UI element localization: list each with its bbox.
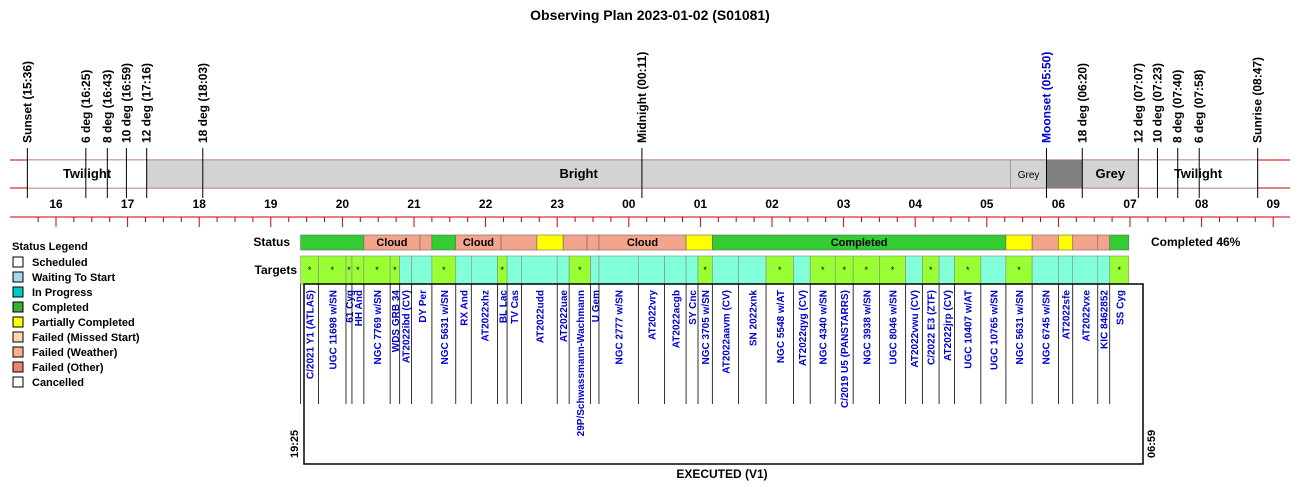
sky-band-label: Twilight xyxy=(1173,166,1223,181)
target-name: UGC 10765 w/SN xyxy=(989,290,1001,371)
event-label: 10 deg (16:59) xyxy=(119,62,134,143)
target-name: AT2022ibd (CV) xyxy=(401,290,413,364)
target-block xyxy=(591,256,599,284)
legend-swatch xyxy=(13,272,23,282)
status-block xyxy=(1098,235,1110,250)
target-name: NGC 7769 w/SN xyxy=(373,290,385,365)
event-label: 12 deg (17:16) xyxy=(139,62,154,143)
status-block-label: Cloud xyxy=(376,237,408,249)
target-name: U Gem xyxy=(590,290,602,323)
target-complete-marker: * xyxy=(703,265,707,275)
target-block xyxy=(1073,256,1098,284)
legend-label: In Progress xyxy=(32,287,93,299)
target-name: 61 Cyg xyxy=(344,290,356,323)
target-complete-marker: * xyxy=(890,265,895,275)
legend-label: Scheduled xyxy=(32,257,88,269)
target-name: UGC 8046 w/SN xyxy=(888,290,900,365)
target-block xyxy=(412,256,432,284)
target-name: AT2022vwu (CV) xyxy=(910,290,922,368)
event-label: 18 deg (06:20) xyxy=(1075,62,1090,143)
target-name: NGC 3938 w/SN xyxy=(862,290,874,365)
legend-title: Status Legend xyxy=(12,241,88,253)
event-label: Midnight (00:11) xyxy=(634,51,649,143)
target-name: AT2022jrp (CV) xyxy=(942,290,954,361)
target-name: NGC 5548 w/AT xyxy=(775,290,787,364)
end-time-label: 06:59 xyxy=(1146,429,1158,458)
target-block xyxy=(906,256,923,284)
legend-label: Waiting To Start xyxy=(32,272,116,284)
hour-tick-label: 07 xyxy=(1123,197,1137,211)
target-block xyxy=(456,256,472,284)
target-name: 29P/Schwassmann-Wachmann xyxy=(575,290,587,437)
event-label: Moonset (05:50) xyxy=(1039,51,1054,143)
event-label: 8 deg (16:43) xyxy=(100,69,115,143)
sky-band-label: Twilight xyxy=(62,166,112,181)
hour-tick-label: 02 xyxy=(765,197,779,211)
target-name: NGC 5631 w/SN xyxy=(439,290,451,365)
sky-band-label: Grey xyxy=(1095,166,1126,181)
legend-label: Failed (Other) xyxy=(32,362,104,374)
target-name: SN 2022xnk xyxy=(748,290,760,347)
legend-swatch xyxy=(13,362,23,372)
target-block xyxy=(1098,256,1110,284)
target-name: NGC 3705 w/SN xyxy=(701,290,713,365)
sky-band-label: Bright xyxy=(559,166,598,181)
hour-tick-label: 21 xyxy=(407,197,421,211)
legend-swatch xyxy=(13,287,23,297)
sky-bands xyxy=(27,160,1257,188)
chart-title: Observing Plan 2023-01-02 (S01081) xyxy=(530,7,770,23)
target-complete-marker: * xyxy=(578,265,582,275)
status-block xyxy=(1110,235,1129,250)
target-complete-marker: * xyxy=(820,265,825,275)
status-block xyxy=(537,235,563,250)
target-block xyxy=(400,256,412,284)
status-block xyxy=(432,235,456,250)
legend-swatch xyxy=(13,302,23,312)
event-label: 10 deg (07:23) xyxy=(1150,62,1165,143)
target-complete-marker: * xyxy=(777,265,782,275)
target-name: AT2022uae xyxy=(559,290,571,343)
hour-tick-label: 01 xyxy=(693,197,708,211)
target-block xyxy=(665,256,686,284)
target-complete-marker: * xyxy=(500,265,505,275)
target-block xyxy=(1032,256,1058,284)
target-name: DY Per xyxy=(417,290,429,323)
target-name: AT2022udd xyxy=(535,290,547,344)
target-name: NGC 5631 w/SN xyxy=(1015,290,1027,365)
status-block-label: Cloud xyxy=(626,237,659,249)
status-block xyxy=(420,235,432,250)
target-complete-marker: * xyxy=(330,265,335,275)
legend-label: Cancelled xyxy=(32,377,84,389)
event-label: 8 deg (07:40) xyxy=(1170,69,1185,143)
event-label: 18 deg (18:03) xyxy=(195,62,210,143)
event-label: 12 deg (07:07) xyxy=(1131,62,1146,143)
legend-label: Failed (Weather) xyxy=(32,347,118,359)
legend-swatch xyxy=(13,317,23,327)
target-complete-marker: * xyxy=(864,265,869,275)
hour-tick-label: 04 xyxy=(908,197,922,211)
status-block-label: Cloud xyxy=(462,237,495,249)
target-complete-marker: * xyxy=(375,265,379,275)
target-complete-marker: * xyxy=(307,265,312,275)
target-name: NGC 2777 w/SN xyxy=(614,290,626,365)
hour-tick-label: 00 xyxy=(622,197,636,211)
target-name: HH And xyxy=(353,290,365,327)
hour-tick-label: 09 xyxy=(1266,197,1280,211)
target-name: NGC 4340 w/SN xyxy=(818,290,830,365)
target-name: AT2022vry xyxy=(647,290,659,340)
status-block-label: Completed xyxy=(830,237,888,249)
target-block xyxy=(739,256,766,284)
target-name: C/2022 E3 (ZTF) xyxy=(926,290,938,366)
legend-label: Completed xyxy=(32,302,89,314)
target-complete-marker: * xyxy=(356,265,360,275)
target-name: SY Cnc xyxy=(688,290,700,325)
target-block xyxy=(521,256,557,284)
hour-tick-label: 05 xyxy=(980,197,994,211)
hour-tick-label: 16 xyxy=(49,197,63,211)
hour-tick-label: 03 xyxy=(836,197,851,211)
status-block xyxy=(501,235,537,250)
targets-row xyxy=(301,256,1129,284)
target-block xyxy=(557,256,569,284)
completion-text: Completed 46% xyxy=(1151,235,1241,249)
status-block xyxy=(1006,235,1032,250)
targets-row-label: Targets xyxy=(254,263,297,277)
status-block xyxy=(1073,235,1098,250)
status-row-label: Status xyxy=(253,235,290,249)
target-complete-marker: * xyxy=(928,265,933,275)
event-label: Sunrise (08:47) xyxy=(1250,56,1265,143)
target-name: AT2022aavm (CV) xyxy=(721,290,733,374)
event-label: 6 deg (16:25) xyxy=(78,69,93,143)
hour-tick-label: 22 xyxy=(478,197,493,211)
target-name: C/2019 U5 (PANSTARRS) xyxy=(840,290,852,408)
target-complete-marker: * xyxy=(442,265,446,275)
target-complete-marker: * xyxy=(965,265,970,275)
legend-swatch xyxy=(13,377,23,387)
target-block xyxy=(1058,256,1072,284)
hour-tick-label: 17 xyxy=(120,197,135,211)
target-name: AT2022qyg (CV) xyxy=(797,290,809,366)
status-block xyxy=(1058,235,1072,250)
status-block xyxy=(563,235,587,250)
target-name: WDS GRB 34 xyxy=(390,290,402,353)
start-time-label: 19:25 xyxy=(289,429,301,458)
target-name: SS Cyg xyxy=(1115,290,1127,326)
target-complete-marker: * xyxy=(842,265,846,275)
sky-band-3 xyxy=(1046,160,1082,188)
legend-label: Partially Completed xyxy=(32,317,135,329)
status-block xyxy=(686,235,712,250)
target-name: RX And xyxy=(459,290,471,326)
target-name: AT2022acgb xyxy=(671,290,683,349)
status-row xyxy=(301,235,1129,250)
target-block xyxy=(939,256,955,284)
legend-swatch xyxy=(13,347,23,357)
target-complete-marker: * xyxy=(1017,265,1021,275)
hour-tick-label: 23 xyxy=(550,197,564,211)
legend-label: Failed (Missed Start) xyxy=(32,332,140,344)
hour-tick-label: 20 xyxy=(335,197,350,211)
target-name: BL Lac xyxy=(498,290,510,324)
target-complete-marker: * xyxy=(347,265,351,275)
hour-tick-label: 06 xyxy=(1051,197,1066,211)
status-block xyxy=(301,235,364,250)
target-name: AT2022sfe xyxy=(1061,290,1073,340)
target-block xyxy=(507,256,521,284)
hour-tick-label: 08 xyxy=(1194,197,1209,211)
target-complete-marker: * xyxy=(1117,265,1122,275)
sky-band-label: Grey xyxy=(1017,170,1040,181)
target-name: UGC 11698 w/SN xyxy=(328,290,340,370)
event-label: Sunset (15:36) xyxy=(20,60,35,143)
target-name: C/2021 Y1 (ATLAS) xyxy=(305,290,317,380)
target-name: AT2022vxe xyxy=(1081,290,1093,342)
target-name: KIC 8462852 xyxy=(1099,290,1111,349)
target-block xyxy=(981,256,1006,284)
target-block xyxy=(793,256,810,284)
hour-tick-label: 19 xyxy=(264,197,278,211)
target-block xyxy=(712,256,738,284)
target-block xyxy=(638,256,664,284)
legend-swatch xyxy=(13,257,23,267)
event-label: 6 deg (07:58) xyxy=(1192,69,1207,143)
status-block xyxy=(587,235,599,250)
target-block xyxy=(471,256,497,284)
target-name: AT2022xhz xyxy=(480,290,492,342)
target-name: UGC 10407 w/AT xyxy=(963,290,975,369)
legend-swatch xyxy=(13,332,23,342)
target-name: TV Cas xyxy=(510,290,522,324)
target-block xyxy=(686,256,698,284)
target-complete-marker: * xyxy=(393,265,397,275)
status-block xyxy=(1032,235,1058,250)
target-name: NGC 6745 w/SN xyxy=(1041,290,1053,365)
hour-tick-label: 18 xyxy=(192,197,206,211)
footer-label: EXECUTED (V1) xyxy=(676,467,768,481)
target-block xyxy=(599,256,638,284)
